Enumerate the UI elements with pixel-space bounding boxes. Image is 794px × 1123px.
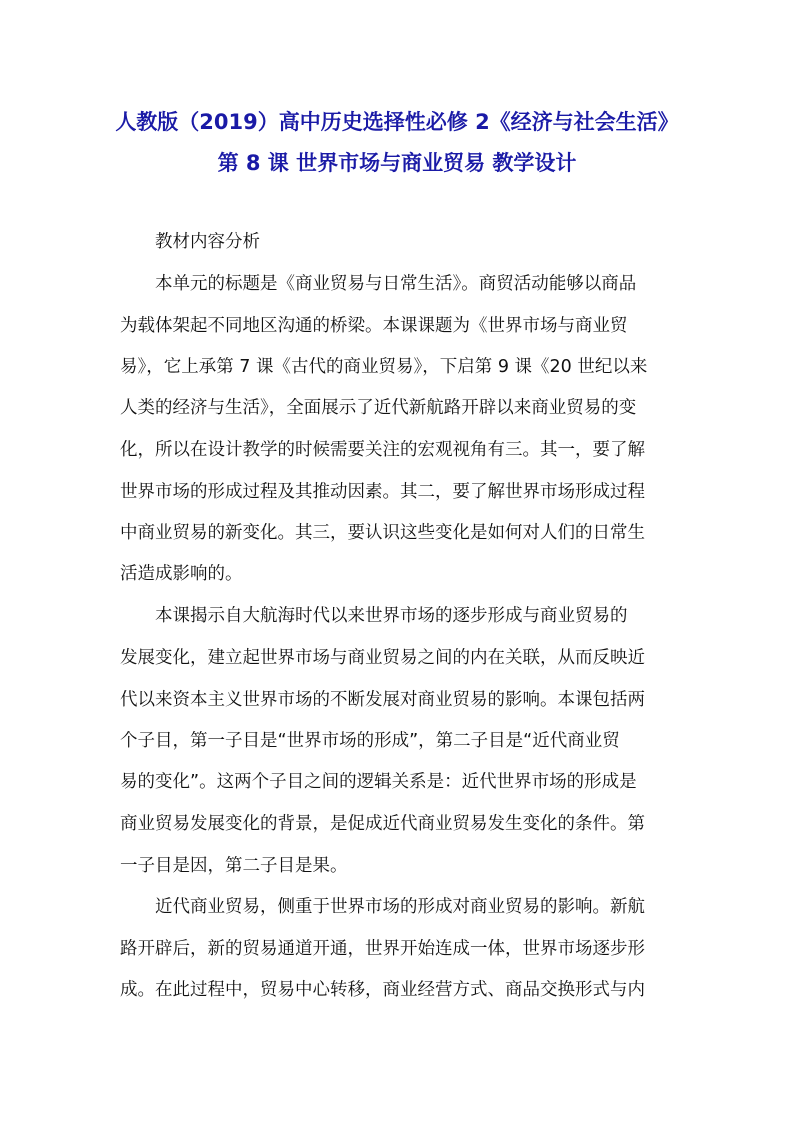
section-heading: 教材内容分析 <box>155 232 260 252</box>
document-subtitle: 第 8 课 世界市场与商业贸易 教学设计 <box>217 151 577 175</box>
text-line: 世界市场的形成过程及其推动因素。其二，要了解世界市场形成过程 <box>120 482 645 502</box>
text-line: 近代商业贸易，侧重于世界市场的形成对商业贸易的影响。新航 <box>155 897 645 917</box>
text-line: 路开辟后，新的贸易通道开通，世界开始连成一体，世界市场逐步形 <box>120 939 645 959</box>
text-line: 为载体架起不同地区沟通的桥梁。本课课题为《世界市场与商业贸 <box>120 316 628 336</box>
text-line: 个子目，第一子目是“世界市场的形成”，第二子目是“近代商业贸 <box>120 731 620 751</box>
text-line: 商业贸易发展变化的背景，是促成近代商业贸易发生变化的条件。第 <box>120 814 645 834</box>
text-line: 成。在此过程中，贸易中心转移，商业经营方式、商品交换形式与内 <box>120 980 645 1000</box>
text-line: 发展变化，建立起世界市场与商业贸易之间的内在关联，从而反映近 <box>120 648 645 668</box>
text-line: 中商业贸易的新变化。其三，要认识这些变化是如何对人们的日常生 <box>120 523 645 543</box>
text-line: 易》，它上承第 7 课《古代的商业贸易》，下启第 9 课《20 世纪以来 <box>120 357 648 377</box>
text-line: 易的变化”。这两个子目之间的逻辑关系是：近代世界市场的形成是 <box>120 772 637 792</box>
document-title: 人教版（2019）高中历史选择性必修 2《经济与社会生活》 <box>115 110 679 134</box>
text-line: 本单元的标题是《商业贸易与日常生活》。商贸活动能够以商品 <box>155 274 637 294</box>
text-line: 本课揭示自大航海时代以来世界市场的逐步形成与商业贸易的 <box>155 606 628 626</box>
text-line: 化，所以在设计教学的时候需要关注的宏观视角有三。其一，要了解 <box>120 440 645 460</box>
text-line: 活造成影响的。 <box>120 564 243 584</box>
text-line: 人类的经济与生活》，全面展示了近代新航路开辟以来商业贸易的变 <box>120 398 637 418</box>
text-line: 代以来资本主义世界市场的不断发展对商业贸易的影响。本课包括两 <box>120 690 645 710</box>
text-line: 一子目是因，第二子目是果。 <box>120 856 348 876</box>
